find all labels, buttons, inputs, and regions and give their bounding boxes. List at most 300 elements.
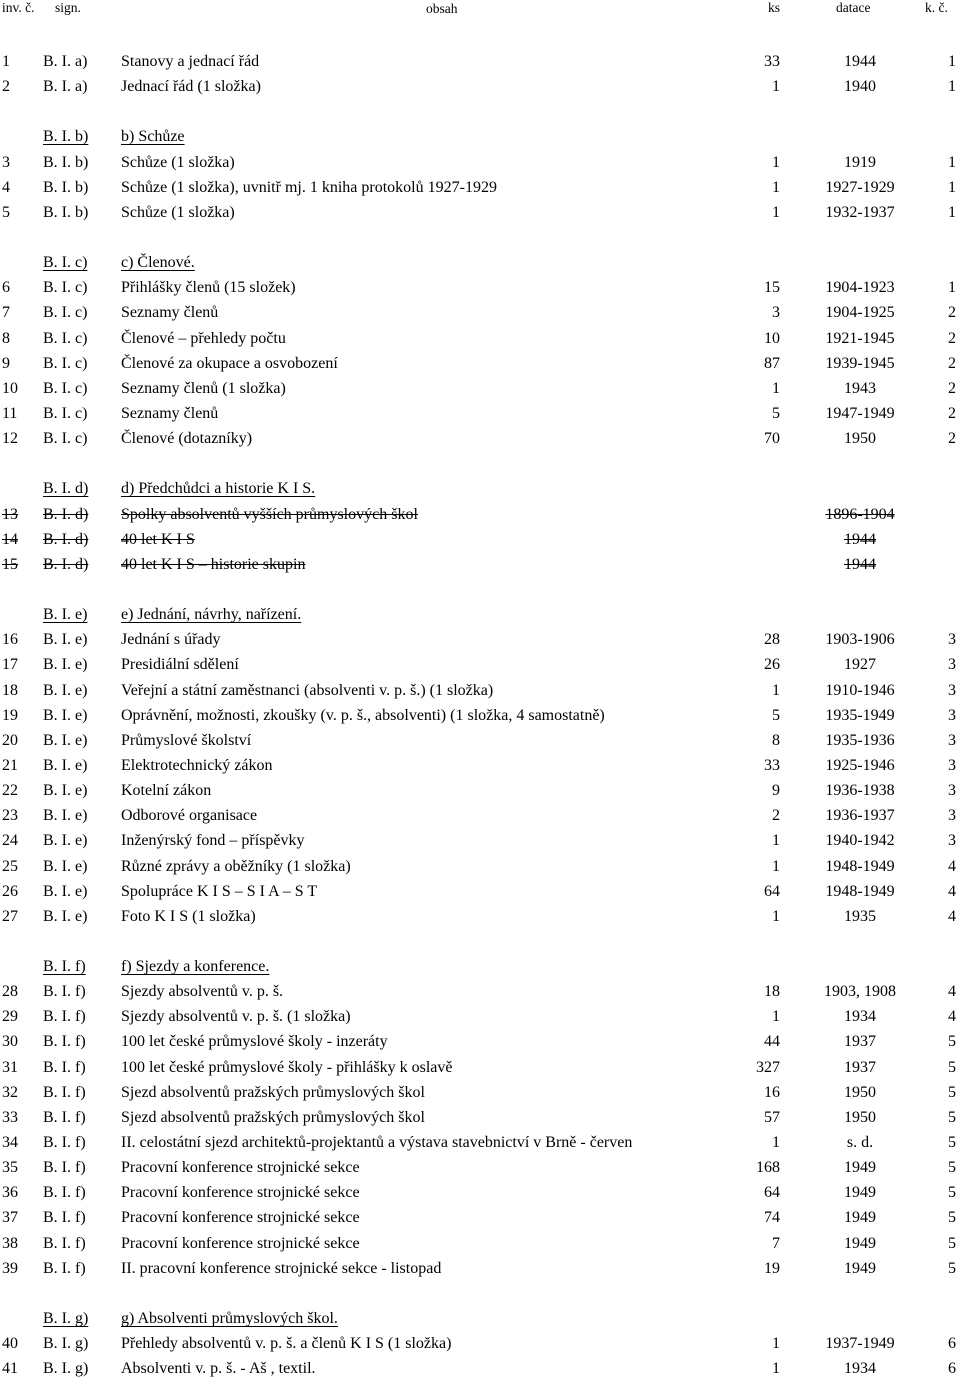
cell-datace: 1935-1949 [825, 706, 895, 724]
table-row [0, 502, 960, 527]
cell-datace: 1919 [844, 153, 876, 171]
section-gap [0, 577, 960, 602]
cell-sign: B. I. e) [43, 857, 88, 875]
cell-obsah: 100 let české průmyslové školy - přihlášky k oslavě [121, 1058, 453, 1076]
cell-obsah: Sjezd absolventů pražských průmyslových škol [121, 1083, 425, 1101]
cell-ks: 74 [764, 1209, 780, 1227]
table-row [0, 175, 960, 200]
cell-inv: 27 [2, 907, 18, 925]
header-datace: datace [836, 0, 871, 15]
cell-obsah: d) Předchůdci a historie K I S. [121, 480, 316, 498]
cell-ks: 33 [764, 53, 780, 70]
cell-kc: 4 [948, 1008, 956, 1026]
column-header [0, 0, 960, 16]
cell-inv: 17 [2, 656, 18, 674]
cell-sign: B. I. f) [43, 1033, 86, 1051]
section-gap [0, 929, 960, 954]
cell-kc: 2 [948, 304, 956, 322]
table-row [0, 627, 960, 652]
cell-sign: B. I. c) [43, 404, 88, 422]
cell-inv: 20 [2, 731, 18, 749]
cell-ks: 1 [772, 681, 780, 699]
cell-datace: 1936-1938 [825, 782, 895, 800]
section-heading [0, 954, 960, 979]
header-inv: inv. č. [2, 0, 35, 15]
cell-obsah: Různé zprávy a oběžníky (1 složka) [121, 857, 351, 875]
header-sign: sign. [55, 0, 81, 15]
cell-obsah: Seznamy členů [121, 304, 219, 322]
cell-inv: 2 [2, 78, 10, 96]
cell-obsah: Přehledy absolventů v. p. š. a členů K I S (1 složka) [121, 1335, 452, 1353]
cell-kc: 5 [948, 1159, 956, 1177]
cell-datace: s. d. [846, 1134, 874, 1152]
table-row [0, 552, 960, 577]
cell-obsah: e) Jednání, návrhy, nařízení. [121, 606, 302, 624]
section-gap [0, 225, 960, 250]
header-obsah: obsah [426, 1, 458, 16]
table-row [0, 1029, 960, 1054]
cell-obsah: Členové (dotazníky) [121, 430, 253, 448]
cell-datace: 1950 [844, 430, 876, 448]
table-row [0, 1205, 960, 1230]
cell-ks: 1 [772, 78, 780, 96]
cell-obsah: Pracovní konference strojnické sekce [121, 1209, 360, 1227]
cell-datace: 1927 [844, 656, 876, 674]
table-row [0, 1231, 960, 1256]
header-kc: k. č. [925, 0, 948, 15]
cell-inv: 5 [2, 203, 10, 221]
cell-sign: B. I. f) [43, 1259, 86, 1277]
table-row [0, 326, 960, 351]
section-gap [0, 451, 960, 476]
table-row [0, 778, 960, 803]
cell-obsah: II. celostátní sjezd architektů-projektantů a výstava stavebnictví v Brně - červen [121, 1134, 633, 1152]
table-row [0, 753, 960, 778]
cell-sign: B. I. b) [43, 178, 89, 196]
cell-ks: 15 [764, 279, 780, 297]
cell-ks: 1 [772, 178, 780, 196]
cell-obsah: Presidiální sdělení [121, 656, 239, 674]
cell-inv: 41 [2, 1360, 18, 1378]
table-row [0, 1155, 960, 1180]
table-row [0, 275, 960, 300]
cell-obsah: Pracovní konference strojnické sekce [121, 1159, 360, 1177]
cell-sign: B. I. e) [43, 631, 88, 649]
cell-sign: B. I. d) [43, 505, 89, 523]
table-row [0, 1130, 960, 1155]
table-row [0, 1356, 960, 1381]
cell-inv: 13 [2, 505, 18, 523]
cell-kc: 3 [948, 756, 956, 774]
cell-kc: 2 [948, 379, 956, 397]
cell-inv: 26 [2, 882, 18, 900]
cell-datace: 1904-1923 [825, 279, 895, 297]
cell-ks: 8 [772, 731, 780, 749]
cell-kc: 5 [948, 1083, 956, 1101]
cell-kc: 3 [948, 782, 956, 800]
cell-ks: 1 [772, 832, 780, 850]
cell-ks: 28 [764, 631, 780, 649]
cell-ks: 1 [772, 203, 780, 221]
cell-sign: B. I. f) [43, 1058, 86, 1076]
cell-kc: 5 [948, 1108, 956, 1126]
cell-obsah: Veřejní a státní zaměstnanci (absolventi v. p. š.) (1 složka) [121, 681, 494, 699]
table-row [0, 879, 960, 904]
cell-kc: 4 [948, 983, 956, 1001]
cell-inv: 35 [2, 1159, 18, 1177]
cell-sign: B. I. e) [43, 907, 88, 925]
cell-ks: 1 [772, 1360, 780, 1378]
cell-sign: B. I. d) [43, 480, 89, 498]
cell-kc: 3 [948, 832, 956, 850]
cell-inv: 15 [2, 555, 18, 573]
cell-ks: 87 [764, 354, 780, 372]
cell-inv: 39 [2, 1259, 18, 1277]
cell-datace: 1950 [844, 1083, 876, 1101]
cell-inv: 38 [2, 1234, 18, 1252]
cell-ks: 33 [764, 756, 780, 774]
cell-sign: B. I. f) [43, 1234, 86, 1252]
cell-sign: B. I. f) [43, 1184, 86, 1202]
cell-datace: 1935-1936 [825, 731, 895, 749]
cell-ks: 168 [756, 1159, 780, 1177]
cell-obsah: Odborové organisace [121, 807, 258, 825]
cell-obsah: Členové – přehledy počtu [121, 329, 286, 347]
cell-sign: B. I. e) [43, 832, 88, 850]
cell-ks: 5 [772, 706, 780, 724]
cell-datace: 1932-1937 [825, 203, 895, 221]
cell-obsah: Stanovy a jednací řád [121, 53, 260, 70]
table-row [0, 703, 960, 728]
cell-kc: 5 [948, 1184, 956, 1202]
cell-obsah: Sjezdy absolventů v. p. š. (1 složka) [121, 1008, 351, 1026]
cell-inv: 21 [2, 756, 18, 774]
cell-datace: 1950 [844, 1108, 876, 1126]
cell-obsah: II. pracovní konference strojnické sekce - listopad [121, 1259, 442, 1277]
cell-datace: 1910-1946 [825, 681, 895, 699]
cell-obsah: 40 let K I S [121, 530, 195, 548]
table-row [0, 1004, 960, 1029]
cell-kc: 2 [948, 430, 956, 448]
table-row [0, 49, 960, 74]
cell-datace: 1947-1949 [825, 404, 895, 422]
cell-sign: B. I. f) [43, 1083, 86, 1101]
table-row [0, 904, 960, 929]
cell-sign: B. I. e) [43, 731, 88, 749]
cell-kc: 5 [948, 1033, 956, 1051]
section-gap [0, 1281, 960, 1306]
table-row [0, 1180, 960, 1205]
cell-kc: 2 [948, 404, 956, 422]
cell-ks: 10 [764, 329, 780, 347]
cell-kc: 1 [948, 78, 956, 96]
cell-kc: 6 [948, 1360, 956, 1378]
table-row [0, 527, 960, 552]
table-row [0, 1055, 960, 1080]
cell-sign: B. I. e) [43, 782, 88, 800]
cell-inv: 18 [2, 681, 18, 699]
cell-sign: B. I. c) [43, 279, 88, 297]
cell-obsah: Spolky absolventů vyšších průmyslových škol [121, 505, 418, 523]
cell-sign: B. I. c) [43, 329, 88, 347]
cell-sign: B. I. b) [43, 153, 89, 171]
cell-kc: 4 [948, 882, 956, 900]
cell-sign: B. I. c) [43, 430, 88, 448]
cell-sign: B. I. f) [43, 1108, 86, 1126]
cell-sign: B. I. e) [43, 807, 88, 825]
cell-kc: 1 [948, 53, 956, 70]
cell-sign: B. I. f) [43, 1159, 86, 1177]
cell-ks: 1 [772, 857, 780, 875]
cell-inv: 11 [2, 404, 18, 422]
table-row [0, 803, 960, 828]
cell-obsah: Průmyslové školství [121, 731, 252, 749]
cell-ks: 1 [772, 1134, 780, 1152]
cell-ks: 2 [772, 807, 780, 825]
cell-inv: 4 [2, 178, 10, 196]
cell-sign: B. I. g) [43, 1310, 89, 1328]
cell-obsah: Schůze (1 složka) [121, 153, 235, 171]
table-row [0, 678, 960, 703]
cell-obsah: Seznamy členů [121, 404, 219, 422]
cell-ks: 26 [764, 656, 780, 674]
cell-datace: 1934 [844, 1360, 876, 1378]
cell-datace: 1921-1945 [825, 329, 895, 347]
cell-sign: B. I. e) [43, 756, 88, 774]
cell-kc: 3 [948, 706, 956, 724]
cell-inv: 8 [2, 329, 10, 347]
cell-datace: 1903, 1908 [824, 983, 896, 1001]
cell-sign: B. I. e) [43, 706, 88, 724]
cell-datace: 1949 [844, 1234, 876, 1252]
cell-obsah: Foto K I S (1 složka) [121, 907, 256, 925]
cell-datace: 1903-1906 [825, 631, 895, 649]
cell-datace: 1944 [844, 53, 876, 70]
cell-sign: B. I. g) [43, 1360, 89, 1378]
cell-datace: 1937 [844, 1033, 876, 1051]
cell-kc: 5 [948, 1259, 956, 1277]
cell-ks: 1 [772, 1008, 780, 1026]
table-row [0, 1256, 960, 1281]
section-heading [0, 124, 960, 149]
cell-datace: 1949 [844, 1209, 876, 1227]
cell-obsah: f) Sjezdy a konference. [121, 958, 270, 976]
cell-inv: 31 [2, 1058, 18, 1076]
cell-datace: 1896-1904 [825, 505, 895, 523]
cell-ks: 5 [772, 404, 780, 422]
cell-inv: 16 [2, 631, 18, 649]
cell-ks: 1 [772, 1335, 780, 1353]
cell-datace: 1940 [844, 78, 876, 96]
cell-kc: 5 [948, 1058, 956, 1076]
cell-obsah: Seznamy členů (1 složka) [121, 379, 286, 397]
header-ks: ks [768, 0, 781, 15]
cell-sign: B. I. f) [43, 1134, 86, 1152]
cell-obsah: Inženýrský fond – příspěvky [121, 832, 305, 850]
cell-obsah: Oprávnění, možnosti, zkoušky (v. p. š., absolventi) (1 složka, 4 samostatně) [121, 706, 605, 724]
cell-inv: 32 [2, 1083, 18, 1101]
cell-kc: 2 [948, 354, 956, 372]
cell-datace: 1948-1949 [825, 882, 895, 900]
table-row [0, 1331, 960, 1356]
cell-kc: 1 [948, 203, 956, 221]
cell-inv: 6 [2, 279, 10, 297]
cell-sign: B. I. f) [43, 983, 86, 1001]
cell-obsah: g) Absolventi průmyslových škol. [121, 1310, 338, 1328]
cell-kc: 3 [948, 656, 956, 674]
cell-inv: 12 [2, 430, 18, 448]
cell-inv: 22 [2, 782, 18, 800]
table-row [0, 979, 960, 1004]
cell-ks: 19 [764, 1259, 780, 1277]
cell-kc: 1 [948, 279, 956, 297]
cell-sign: B. I. e) [43, 882, 88, 900]
cell-sign: B. I. b) [43, 203, 89, 221]
cell-ks: 1 [772, 153, 780, 171]
inventory-list [0, 49, 960, 1381]
cell-ks: 7 [772, 1234, 780, 1252]
cell-kc: 3 [948, 731, 956, 749]
cell-obsah: Pracovní konference strojnické sekce [121, 1184, 360, 1202]
cell-datace: 1937 [844, 1058, 876, 1076]
cell-obsah: Schůze (1 složka), uvnitř mj. 1 kniha protokolů 1927-1929 [121, 178, 497, 196]
cell-inv: 33 [2, 1108, 18, 1126]
cell-inv: 24 [2, 832, 18, 850]
table-row [0, 652, 960, 677]
cell-kc: 4 [948, 907, 956, 925]
section-heading [0, 476, 960, 501]
cell-obsah: Jednací řád (1 složka) [121, 78, 261, 96]
cell-sign: B. I. f) [43, 958, 86, 976]
section-heading [0, 250, 960, 275]
cell-ks: 44 [764, 1033, 780, 1051]
cell-sign: B. I. e) [43, 606, 88, 624]
cell-sign: B. I. f) [43, 1209, 86, 1227]
cell-inv: 37 [2, 1209, 18, 1227]
table-row [0, 300, 960, 325]
cell-inv: 29 [2, 1008, 18, 1026]
table-row [0, 351, 960, 376]
table-row [0, 1105, 960, 1130]
table-row [0, 401, 960, 426]
cell-kc: 1 [948, 153, 956, 171]
cell-obsah: Přihlášky členů (15 složek) [121, 279, 296, 297]
cell-inv: 36 [2, 1184, 18, 1202]
cell-inv: 10 [2, 379, 18, 397]
cell-obsah: Pracovní konference strojnické sekce [121, 1234, 360, 1252]
cell-inv: 9 [2, 354, 10, 372]
cell-ks: 1 [772, 379, 780, 397]
section-heading [0, 1306, 960, 1331]
cell-sign: B. I. d) [43, 555, 89, 573]
cell-sign: B. I. b) [43, 128, 89, 146]
cell-inv: 25 [2, 857, 18, 875]
cell-sign: B. I. e) [43, 681, 88, 699]
section-gap [0, 99, 960, 124]
cell-obsah: 100 let české průmyslové školy - inzeráty [121, 1033, 388, 1051]
cell-sign: B. I. c) [43, 354, 88, 372]
cell-inv: 19 [2, 706, 18, 724]
table-row [0, 74, 960, 99]
cell-datace: 1940-1942 [825, 832, 895, 850]
cell-kc: 3 [948, 631, 956, 649]
cell-sign: B. I. g) [43, 1335, 89, 1353]
cell-datace: 1949 [844, 1184, 876, 1202]
cell-kc: 4 [948, 857, 956, 875]
cell-kc: 5 [948, 1234, 956, 1252]
cell-kc: 2 [948, 329, 956, 347]
table-row [0, 426, 960, 451]
cell-kc: 1 [948, 178, 956, 196]
cell-obsah: 40 let K I S – historie skupin [121, 555, 306, 573]
cell-datace: 1939-1945 [825, 354, 895, 372]
cell-ks: 18 [764, 983, 780, 1001]
cell-datace: 1948-1949 [825, 857, 895, 875]
cell-sign: B. I. a) [43, 78, 88, 96]
cell-datace: 1936-1937 [825, 807, 895, 825]
cell-ks: 3 [772, 304, 780, 322]
cell-obsah: Absolventi v. p. š. - Aš , textil. [121, 1360, 316, 1378]
cell-datace: 1935 [844, 907, 876, 925]
cell-kc: 3 [948, 681, 956, 699]
cell-kc: 6 [948, 1335, 956, 1353]
cell-kc: 5 [948, 1134, 956, 1152]
cell-inv: 34 [2, 1134, 18, 1152]
cell-ks: 64 [764, 1184, 780, 1202]
section-heading [0, 602, 960, 627]
cell-sign: B. I. c) [43, 254, 88, 272]
table-row [0, 828, 960, 853]
cell-sign: B. I. d) [43, 530, 89, 548]
cell-ks: 9 [772, 782, 780, 800]
cell-sign: B. I. f) [43, 1008, 86, 1026]
cell-obsah: Jednání s úřady [121, 631, 221, 649]
cell-datace: 1949 [844, 1159, 876, 1177]
table-row [0, 200, 960, 225]
cell-obsah: Elektrotechnický zákon [121, 756, 273, 774]
cell-obsah: Sjezd absolventů pražských průmyslových škol [121, 1108, 425, 1126]
cell-kc: 3 [948, 807, 956, 825]
cell-datace: 1934 [844, 1008, 876, 1026]
table-row [0, 150, 960, 175]
cell-inv: 3 [2, 153, 10, 171]
cell-obsah: Členové za okupace a osvobození [121, 354, 338, 372]
cell-inv: 40 [2, 1335, 18, 1353]
cell-obsah: Schůze (1 složka) [121, 203, 235, 221]
cell-datace: 1937-1949 [825, 1335, 895, 1353]
cell-inv: 14 [2, 530, 18, 548]
cell-obsah: Kotelní zákon [121, 782, 212, 800]
cell-sign: B. I. c) [43, 379, 88, 397]
cell-datace: 1927-1929 [825, 178, 895, 196]
cell-datace: 1943 [844, 379, 876, 397]
cell-sign: B. I. e) [43, 656, 88, 674]
cell-datace: 1944 [844, 530, 876, 548]
cell-ks: 1 [772, 907, 780, 925]
cell-datace: 1925-1946 [825, 756, 895, 774]
cell-inv: 23 [2, 807, 18, 825]
cell-inv: 28 [2, 983, 18, 1001]
cell-ks: 70 [764, 430, 780, 448]
table-row [0, 1080, 960, 1105]
cell-inv: 1 [2, 53, 10, 70]
cell-obsah: Sjezdy absolventů v. p. š. [121, 983, 284, 1001]
cell-kc: 5 [948, 1209, 956, 1227]
table-row [0, 728, 960, 753]
cell-sign: B. I. c) [43, 304, 88, 322]
cell-ks: 16 [764, 1083, 780, 1101]
cell-ks: 57 [764, 1108, 780, 1126]
